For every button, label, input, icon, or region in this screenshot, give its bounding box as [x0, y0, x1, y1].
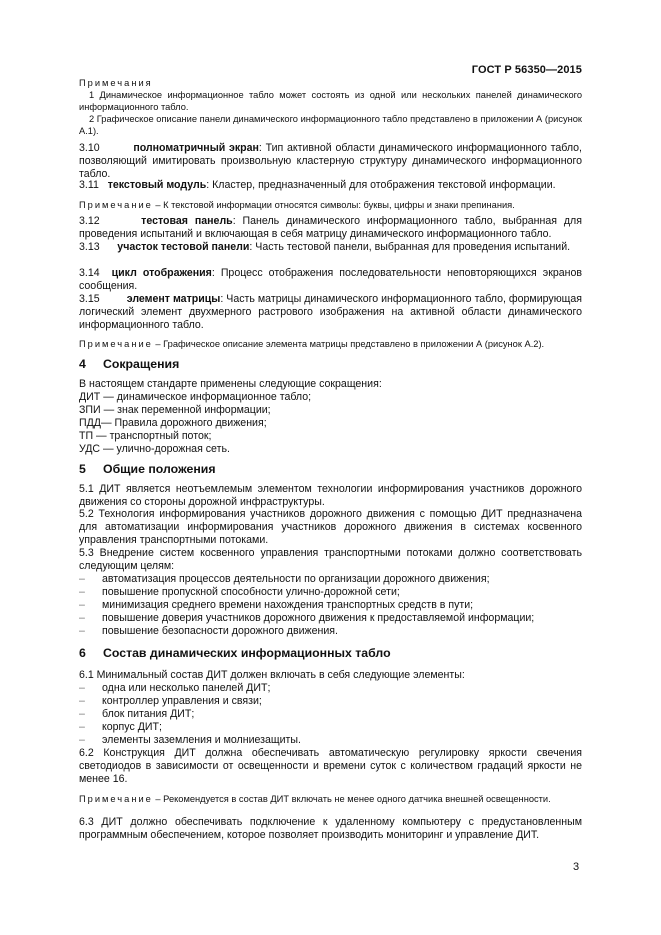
- section-number: 5: [79, 462, 86, 476]
- section-4-heading: [79, 357, 179, 371]
- list-item: [79, 573, 490, 586]
- bullet-dash: –: [79, 708, 85, 720]
- section-number: 4: [79, 357, 86, 371]
- note-text: – К текстовой информации относятся символы: буквы, цифры и знаки препинания.: [152, 200, 515, 210]
- section-title: Сокращения: [103, 357, 180, 371]
- list-item: [79, 612, 534, 625]
- page-number: 3: [573, 861, 580, 873]
- term-title: элемент матрицы: [126, 293, 221, 305]
- bullet-dash: –: [79, 721, 85, 733]
- note-label: Примечание: [79, 794, 153, 804]
- list-item-text: корпус ДИТ;: [102, 721, 162, 733]
- term-number: 3.12: [79, 215, 100, 227]
- term-3-14: [79, 267, 582, 293]
- note-label: Примечание: [79, 200, 153, 210]
- note-label: Примечание: [79, 339, 153, 349]
- term-3-12: [79, 215, 582, 241]
- term-title: участок тестовой панели: [117, 241, 250, 253]
- abbreviation-item: ДИТ — динамическое информационное табло;: [79, 391, 312, 403]
- term-note-2: [79, 338, 582, 350]
- note-item-2: 2 Графическое описание панели динамического информационного табло представлено в приложении А (рисунок А.1).: [79, 114, 582, 136]
- term-number: 3.15: [79, 293, 100, 305]
- clause-5-2: 5.2 Технология информирования участников дорожного движения с помощью ДИТ предназначена для автоматизации информирования участников дорожного движения в системах косвенного управления транспортными потоками.: [79, 508, 582, 546]
- bullet-dash: –: [79, 625, 85, 637]
- term-definition: : Тип активной области динамического информационного табло, позволяющий имитировать произвольную кластерную структуру динамического информационного табло.: [79, 142, 582, 180]
- term-number: 3.13: [79, 241, 100, 253]
- clause-6-2: 6.2 Конструкция ДИТ должна обеспечивать автоматическую регулировку яркости свечения светодиодов в зависимости от освещенности и времени суток с количеством градаций яркости не менее 16.: [79, 747, 582, 785]
- term-3-10: [79, 142, 582, 181]
- term-3-13: [79, 241, 582, 254]
- term-3-11: [79, 179, 582, 192]
- list-item: [79, 695, 262, 708]
- term-number: 3.11: [79, 179, 99, 191]
- list-item: [79, 625, 338, 638]
- abbreviation-item: УДС — улично-дорожная сеть.: [79, 443, 230, 455]
- abbreviation-item: ЗПИ — знак переменной информации;: [79, 404, 271, 416]
- bullet-dash: –: [79, 734, 85, 746]
- list-item-text: автоматизация процессов деятельности по организации дорожного движения;: [102, 573, 490, 585]
- bullet-dash: –: [79, 612, 85, 624]
- section-title: Состав динамических информационных табло: [103, 646, 391, 660]
- bullet-dash: –: [79, 682, 85, 694]
- list-item-text: блок питания ДИТ;: [102, 708, 195, 720]
- list-item-text: повышение пропускной способности улично-дорожной сети;: [102, 586, 400, 598]
- section-4-intro: В настоящем стандарте применены следующие сокращения:: [79, 378, 382, 390]
- term-definition: : Часть тестовой панели, выбранная для проведения испытаний.: [249, 241, 571, 253]
- list-item-text: элементы заземления и молниезащиты.: [102, 734, 301, 746]
- term-number: 3.10: [79, 142, 100, 154]
- bullet-dash: –: [79, 695, 85, 707]
- term-title: тестовая панель: [141, 215, 233, 227]
- term-note-1: [79, 199, 582, 211]
- list-item-text: повышение доверия участников дорожного движения к предоставляемой информации;: [102, 612, 535, 624]
- list-item-text: минимизация среднего времени нахождения транспортных средств в пути;: [102, 599, 474, 611]
- term-definition: : Процесс отображения последовательности неповторяющихся экранов сообщения.: [79, 267, 583, 292]
- clause-5-3: 5.3 Внедрение систем косвенного управления транспортными потоками должно соответствовать следующим целям:: [79, 547, 582, 572]
- term-definition: : Панель динамического информационного табло, выбранная для проведения испытаний и включающая в себя матрицу динамического информационного табло.: [79, 215, 582, 240]
- term-title: текстовый модуль: [107, 179, 207, 191]
- list-item: [79, 599, 473, 612]
- note-text: – Рекомендуется в состав ДИТ включать не менее одного датчика внешней освещенности.: [152, 794, 551, 804]
- term-title: цикл отображения: [111, 267, 212, 279]
- term-3-15: [79, 293, 582, 332]
- bullet-dash: –: [79, 586, 85, 598]
- section-5-heading: [79, 462, 216, 476]
- list-item: [79, 586, 400, 599]
- section-number: 6: [79, 646, 86, 660]
- abbreviation-item: ПДД— Правила дорожного движения;: [79, 417, 267, 429]
- note-item-1: 1 Динамическое информационное табло может состоять из одной или нескольких панелей динамического информационного табло.: [79, 90, 582, 112]
- list-item: [79, 734, 301, 747]
- term-definition: : Часть матрицы динамического информационного табло, формирующая логический элемент двухмерного растрового изображения на активной области динамического информационного табло.: [79, 293, 582, 331]
- abbreviation-item: ТП — транспортный поток;: [79, 430, 212, 442]
- clause-6-note: [79, 793, 582, 805]
- clause-6-1: 6.1 Минимальный состав ДИТ должен включать в себя следующие элементы:: [79, 669, 465, 681]
- list-item: [79, 721, 162, 734]
- list-item: [79, 682, 270, 695]
- list-item: [79, 708, 194, 721]
- bullet-dash: –: [79, 599, 85, 611]
- section-6-heading: [79, 646, 391, 660]
- note-text: – Графическое описание элемента матрицы представлено в приложении А (рисунок А.2).: [152, 339, 545, 349]
- list-item-text: повышение безопасности дорожного движения.: [102, 625, 338, 637]
- list-item-text: одна или несколько панелей ДИТ;: [102, 682, 271, 694]
- term-title: полноматричный экран: [133, 142, 259, 154]
- standard-header: ГОСТ Р 56350—2015: [471, 64, 582, 76]
- section-title: Общие положения: [103, 462, 216, 476]
- term-number: 3.14: [79, 267, 100, 279]
- term-definition: : Кластер, предназначенный для отображения текстовой информации.: [206, 179, 556, 191]
- clause-6-3: 6.3 ДИТ должно обеспечивать подключение к удаленному компьютеру с предустановленным программным обеспечением, которое позволяет производить мониторинг и управление ДИТ.: [79, 816, 582, 841]
- list-item-text: контроллер управления и связи;: [102, 695, 262, 707]
- notes-label: Примечания: [79, 78, 153, 88]
- clause-5-1: 5.1 ДИТ является неотъемлемым элементом технологии информирования участников дорожного движения со стороны дорожной инфраструктуры.: [79, 483, 582, 508]
- bullet-dash: –: [79, 573, 85, 585]
